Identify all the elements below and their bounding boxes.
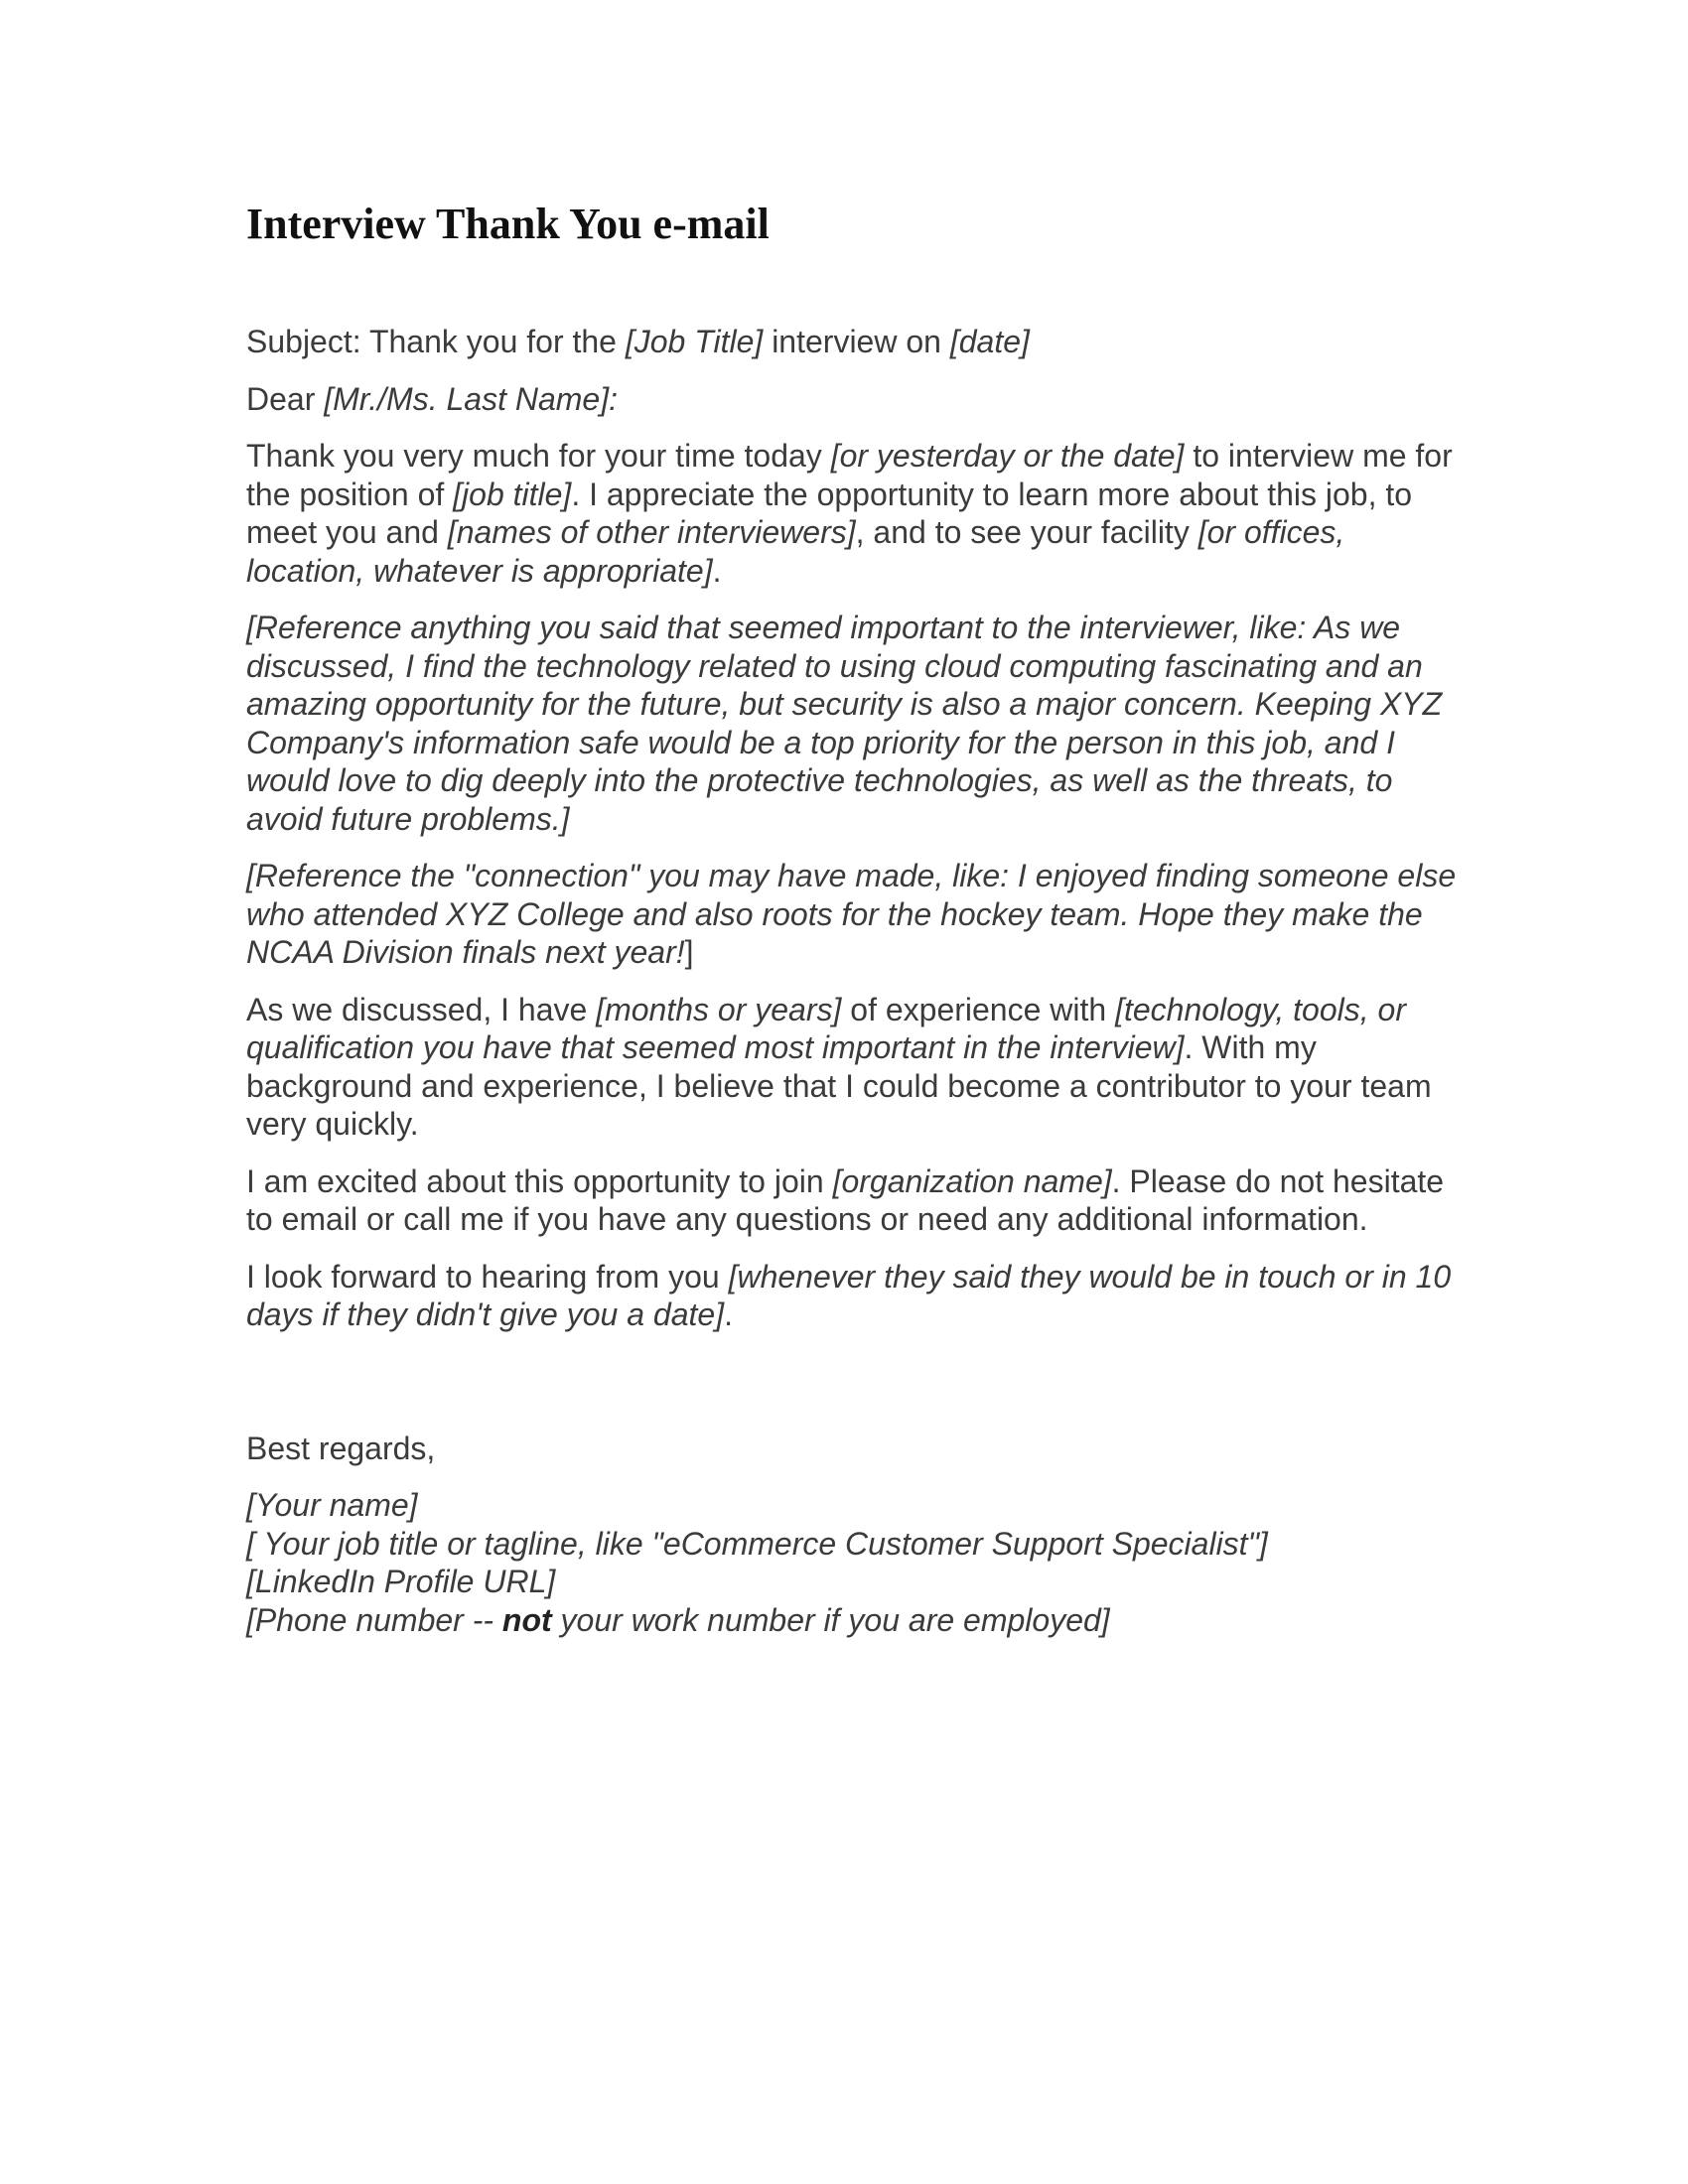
- signature-phone: [Phone number -- not your work number if you are employed]: [246, 1601, 1110, 1638]
- signoff: Best regards,: [246, 1430, 436, 1466]
- signature-tagline: [ Your job title or tagline, like "eCommerce Customer Support Specialist"]: [246, 1525, 1268, 1562]
- email-body: [246, 323, 1458, 1658]
- subject-line: Subject: Thank you for the [Job Title] interview on [date]: [246, 324, 1030, 359]
- paragraph-look-forward: I look forward to hearing from you [whenever they said they would be in touch or in 10 days if they didn't give you a date].: [246, 1258, 1452, 1332]
- signature-linkedin: [LinkedIn Profile URL]: [246, 1564, 556, 1599]
- signature-block: [246, 1486, 1458, 1639]
- paragraph-thank-you: Thank you very much for your time today [or yesterday or the date] to interview me for the position of [job title]. I appreciate the opportunity to learn more about this job, to meet you and [names of other interviewers], and to see your facility [or offices, location, whatever is appropriate].: [246, 438, 1453, 589]
- document-page: [246, 0, 1458, 2184]
- paragraph-reference-connection: [Reference the "connection" you may have made, like: I enjoyed finding someone else who attended XYZ College and also roots for the hockey team. Hope they make the NCAA Division finals next year!]: [246, 858, 1457, 970]
- paragraph-reference-interview: [Reference anything you said that seemed important to the interviewer, like: As we discussed, I find the technology related to using cloud computing fascinating and an amazing opportunity for the future, but security is also a major concern. Keeping XYZ Company's information safe would be a top priority for the person in this job, and I would love to dig deeply into the protective technologies, as well as the threats, to avoid future problems.]: [246, 610, 1443, 837]
- paragraph-experience: As we discussed, I have [months or years] of experience with [technology, tools, or qualification you have that seemed most important in the interview]. With my background and experience, I believe that I could become a contributor to your team very quickly.: [246, 991, 1432, 1142]
- signature-name: [Your name]: [246, 1487, 418, 1523]
- paragraph-excited: I am excited about this opportunity to join [organization name]. Please do not hesitate to email or call me if you have any questions or need any additional information.: [246, 1162, 1445, 1237]
- greeting: Dear [Mr./Ms. Last Name]:: [246, 380, 618, 417]
- document-title: Interview Thank You e-mail: [246, 200, 770, 248]
